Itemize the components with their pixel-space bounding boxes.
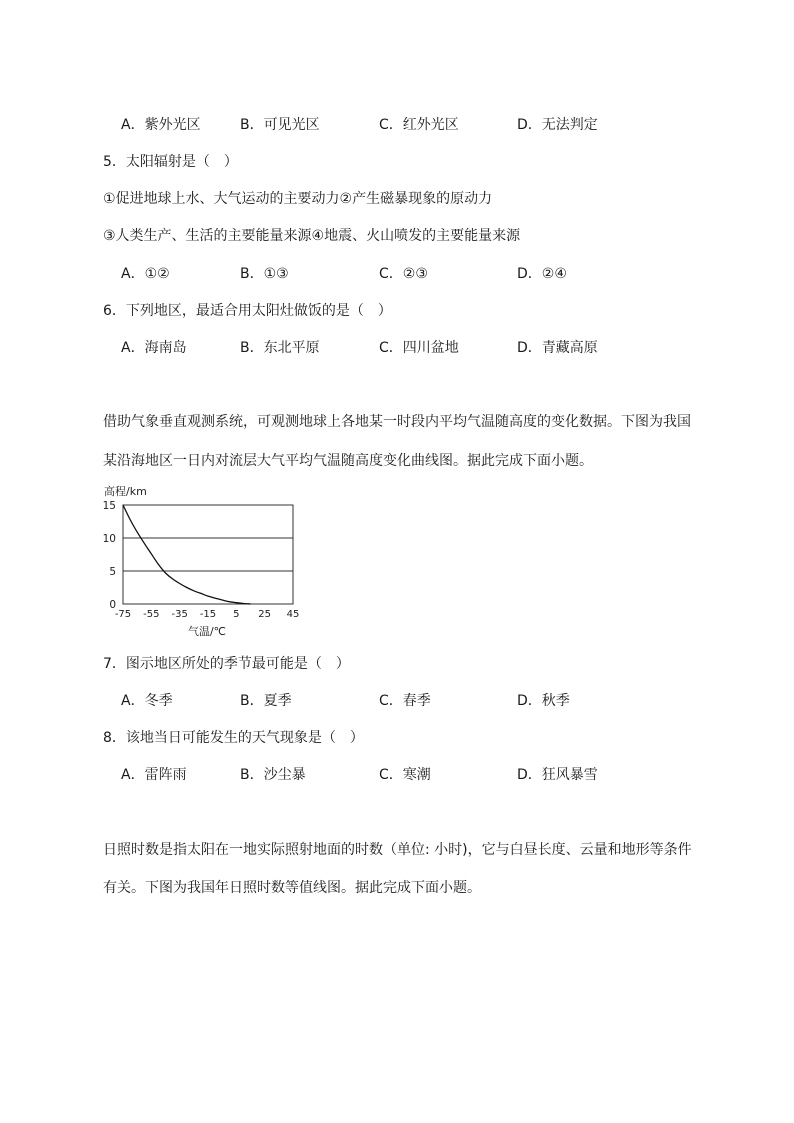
chart-xtick-label: 25 <box>258 609 272 620</box>
q4-option-d: D．无法判定 <box>517 117 598 133</box>
chart-xtick-label: -55 <box>143 609 160 620</box>
chart-ytick-label: 5 <box>109 566 116 578</box>
chart-xtick-label: -75 <box>114 609 132 620</box>
q7-option-b: B．夏季 <box>240 693 292 709</box>
passage3-line1: 日照时数是指太阳在一地实际照射地面的时数（单位: 小时)，它与白昼长度、云量和地形等条件 <box>103 842 692 858</box>
q4-option-b: B．可见光区 <box>240 117 320 133</box>
q8-option-b: B．沙尘暴 <box>240 767 306 783</box>
chart-ylabel: 高程/km <box>104 485 147 498</box>
q5-stem: 5．太阳辐射是（ ） <box>103 154 238 170</box>
q7-option-a: A．冬季 <box>121 693 173 709</box>
q4-options <box>121 115 681 135</box>
q6-stem: 6．下列地区，最适合用太阳灶做饭的是（ ） <box>103 303 392 319</box>
q5-item-line2: ③人类生产、生活的主要能量来源④地震、火山喷发的主要能量来源 <box>103 228 521 244</box>
q7-options <box>121 691 681 711</box>
q6-option-a: A．海南岛 <box>121 340 187 356</box>
q5-option-c: C．②③ <box>379 266 428 282</box>
q5-option-b: B．①③ <box>240 266 289 282</box>
q7-stem: 7．图示地区所处的季节最可能是（ ） <box>103 656 350 672</box>
q7-option-d: D．秋季 <box>517 693 570 709</box>
q6-option-d: D．青藏高原 <box>517 340 598 356</box>
q7-option-c: C．春季 <box>379 693 431 709</box>
q5-options <box>121 264 681 284</box>
chart-xtick-label: 45 <box>286 609 300 620</box>
chart-ytick-label: 10 <box>102 533 116 545</box>
q8-options <box>121 765 681 785</box>
q6-options <box>121 338 681 358</box>
q4-option-a: A．紫外光区 <box>121 117 201 133</box>
passage2-line2: 某沿海地区一日内对流层大气平均气温随高度变化曲线图。据此完成下面小题。 <box>103 453 593 469</box>
passage3-line2: 有关。下图为我国年日照时数等值线图。据此完成下面小题。 <box>103 880 481 896</box>
q8-option-d: D．狂风暴雪 <box>517 767 598 783</box>
q5-option-a: A．①② <box>121 266 170 282</box>
chart-series-line <box>123 505 251 604</box>
passage2-line1: 借助气象垂直观测系统，可观测地球上各地某一时段内平均气温随高度的变化数据。下图为我国 <box>103 414 691 430</box>
q5-item-line1: ①促进地球上水、大气运动的主要动力②产生磁暴现象的原动力 <box>103 191 493 207</box>
temperature-altitude-chart <box>95 480 315 645</box>
q6-option-c: C．四川盆地 <box>379 340 459 356</box>
q6-option-b: B．东北平原 <box>240 340 320 356</box>
chart-xtick-label: -15 <box>199 609 217 620</box>
q4-option-c: C．红外光区 <box>379 117 459 133</box>
chart-ytick-label: 0 <box>109 599 116 611</box>
q8-option-c: C．寒潮 <box>379 767 431 783</box>
q8-option-a: A．雷阵雨 <box>121 767 187 783</box>
chart-xlabel: 气温/℃ <box>187 625 227 638</box>
chart-xtick-label: -35 <box>171 609 188 620</box>
q8-stem: 8．该地当日可能发生的天气现象是（ ） <box>103 730 364 746</box>
chart-plot-frame <box>123 505 293 604</box>
chart-xtick-label: 5 <box>233 609 240 620</box>
q5-option-d: D．②④ <box>517 266 567 282</box>
chart-ytick-label: 15 <box>102 500 116 512</box>
